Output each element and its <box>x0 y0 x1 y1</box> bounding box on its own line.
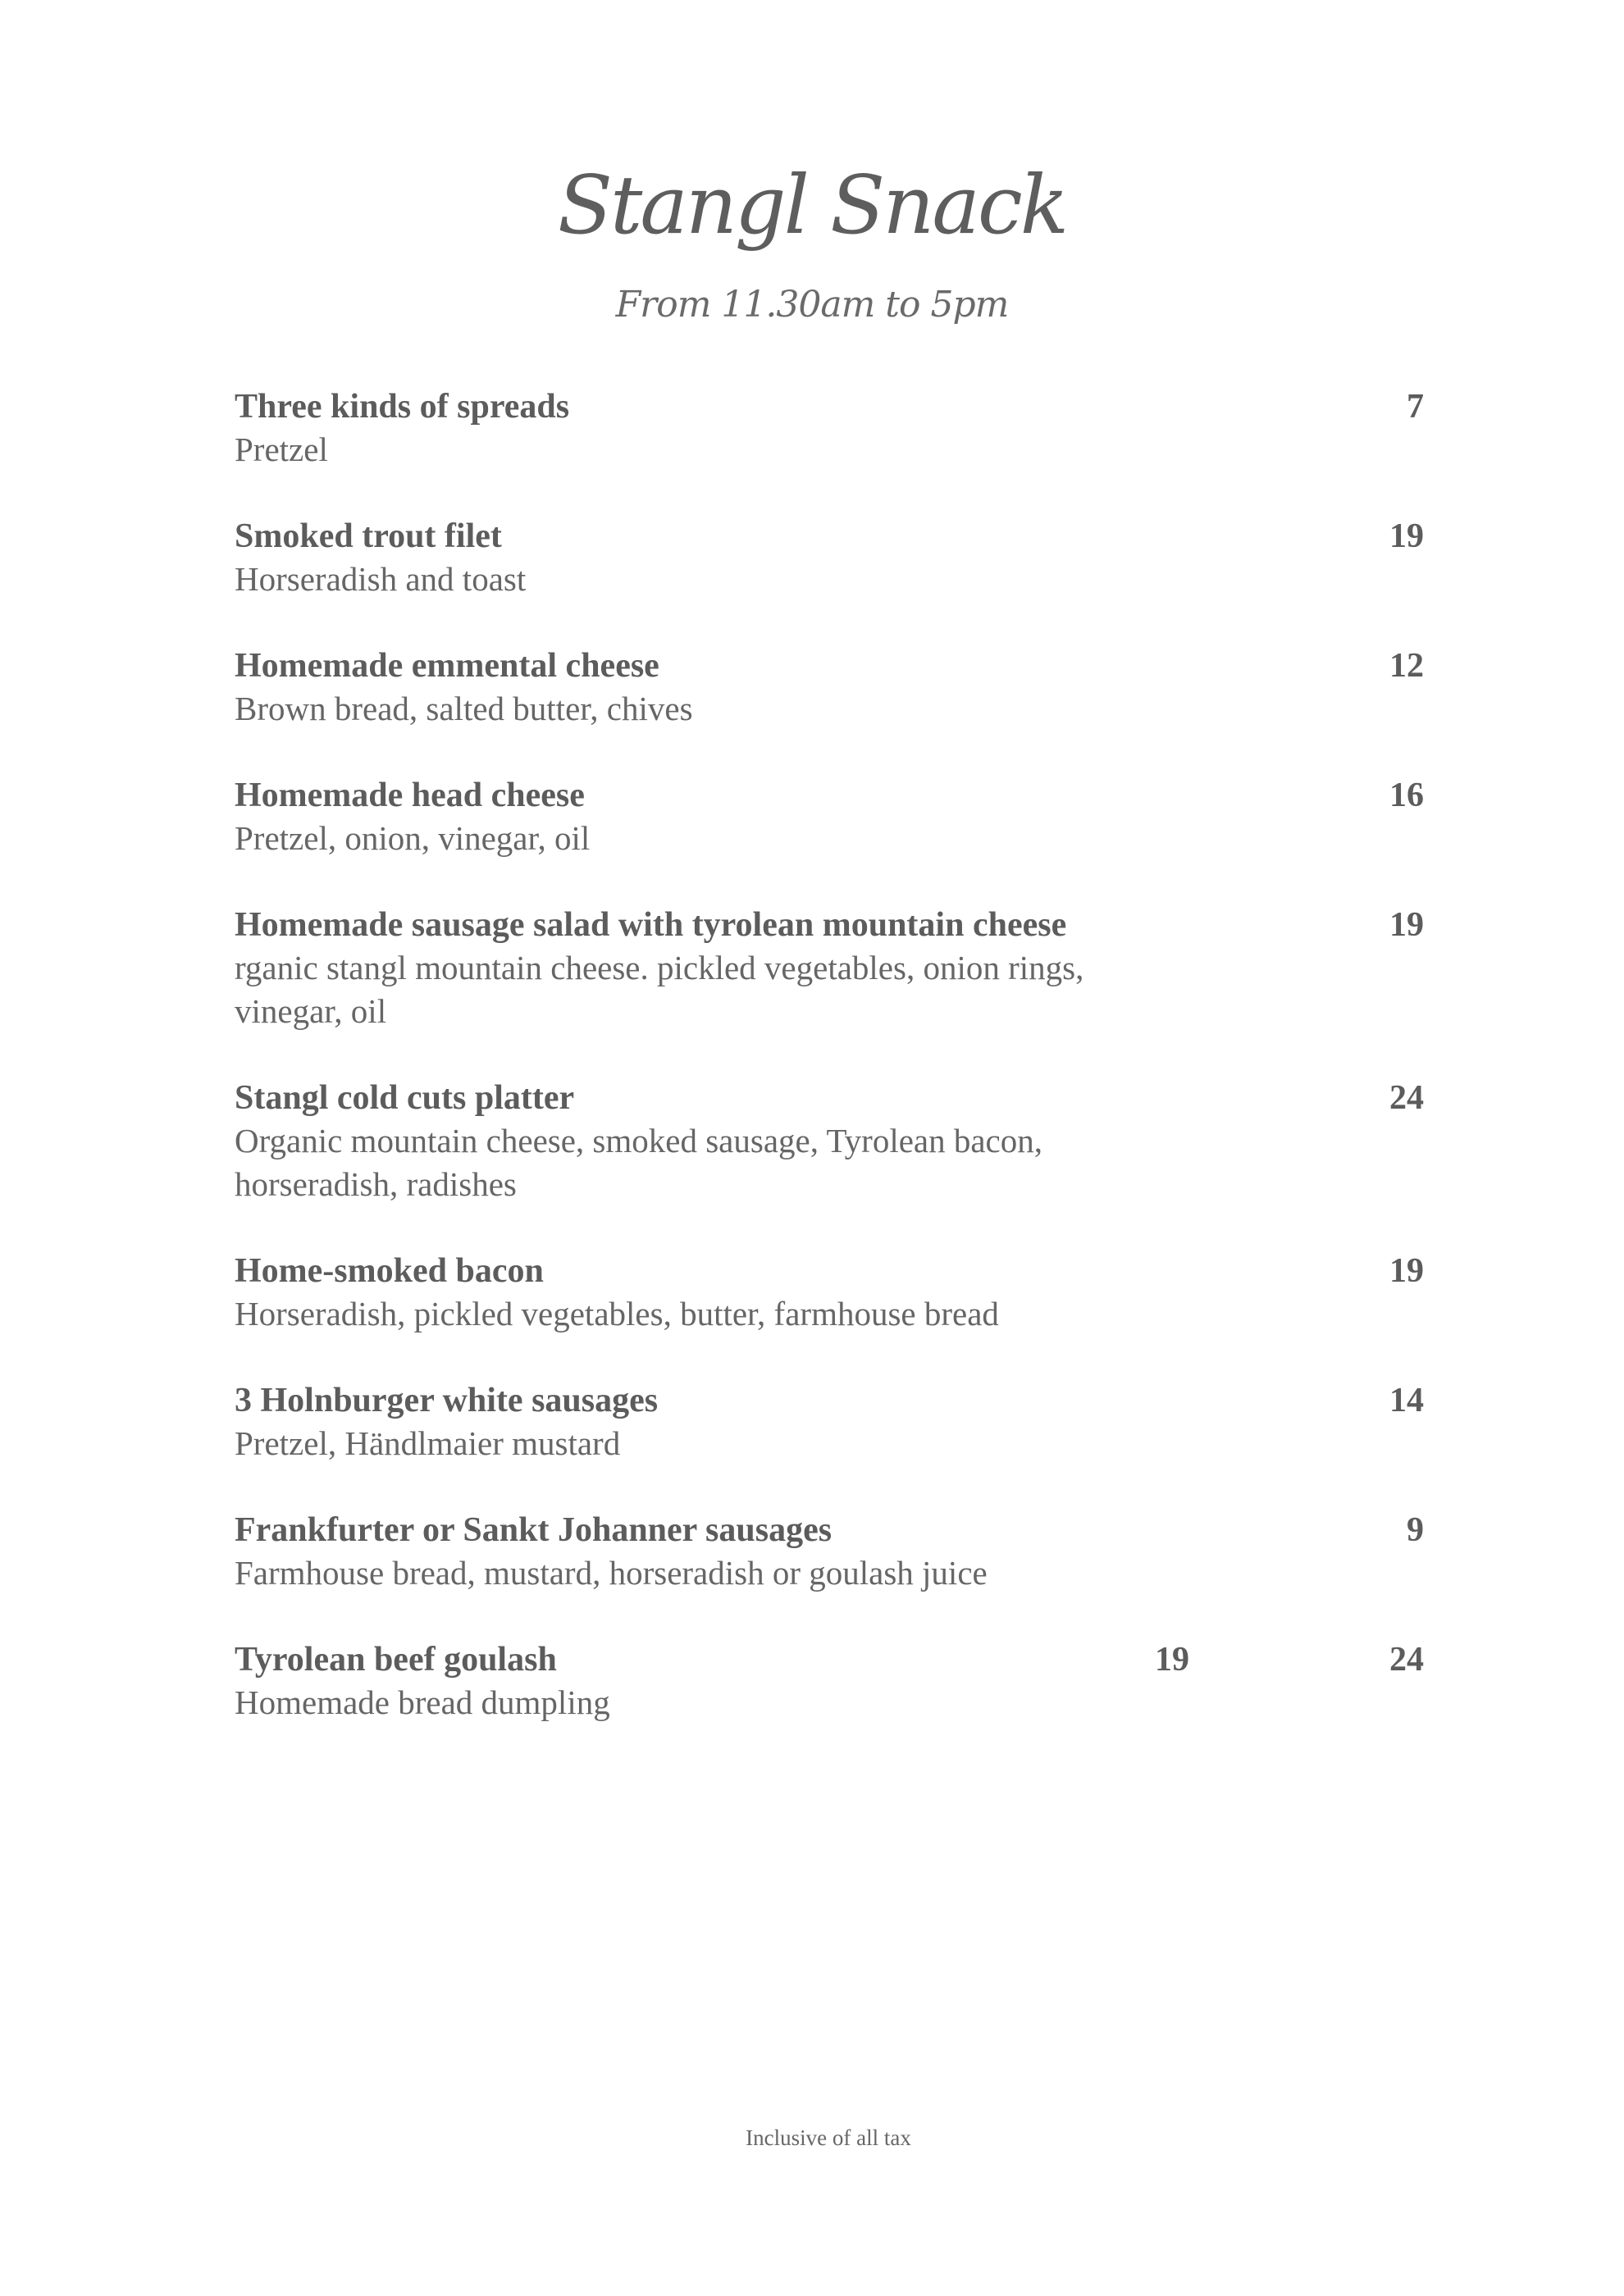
item-description: Homemade bread dumpling <box>235 1683 610 1721</box>
item-name: Homemade sausage salad with tyrolean mountain cheese <box>235 906 1067 944</box>
menu-item <box>235 1638 1424 1724</box>
item-name: Homemade head cheese <box>235 777 585 814</box>
item-name: Frankfurter or Sankt Johanner sausages <box>235 1511 833 1549</box>
item-price: 14 <box>1389 1382 1424 1419</box>
item-name: Smoked trout filet <box>235 517 502 555</box>
item-price: 19 <box>1389 1252 1424 1290</box>
menu-item <box>235 1379 1424 1465</box>
tax-note: Inclusive of all tax <box>746 2125 911 2150</box>
serving-hours: From 11.30am to 5pm <box>615 284 1009 326</box>
item-price: 16 <box>1389 777 1424 814</box>
item-price: 12 <box>1389 647 1424 685</box>
item-price-small: 19 <box>1155 1641 1189 1679</box>
item-description: Brown bread, salted butter, chives <box>235 690 693 727</box>
item-description: Organic mountain cheese, smoked sausage, Tyrolean bacon, horseradish, radishes <box>235 1122 1043 1203</box>
item-description: Horseradish and toast <box>235 560 527 598</box>
menu-item <box>235 904 1424 1033</box>
item-price: 19 <box>1389 517 1424 555</box>
item-description: Pretzel <box>235 430 328 468</box>
item-description: Horseradish, pickled vegetables, butter, farmhouse bread <box>235 1295 999 1332</box>
item-name: Stangl cold cuts platter <box>235 1079 575 1117</box>
item-price: 19 <box>1389 906 1424 944</box>
item-description: rganic stangl mountain cheese. pickled vegetables, onion rings, vinegar, oil <box>235 949 1084 1030</box>
item-price: 7 <box>1407 388 1424 426</box>
menu-item <box>235 1250 1424 1336</box>
item-name: Tyrolean beef goulash <box>235 1641 557 1679</box>
menu-item <box>235 645 1424 731</box>
menu-item <box>235 385 1424 472</box>
item-name: Home-smoked bacon <box>235 1252 544 1290</box>
item-description: Pretzel, Händlmaier mustard <box>235 1424 621 1462</box>
item-description: Farmhouse bread, mustard, horseradish or goulash juice <box>235 1554 988 1592</box>
menu-item <box>235 515 1424 601</box>
item-name: Homemade emmental cheese <box>235 647 659 685</box>
menu-list <box>235 385 1424 1768</box>
item-price: 9 <box>1407 1511 1424 1549</box>
item-description: Pretzel, onion, vinegar, oil <box>235 819 591 857</box>
menu-item <box>235 774 1424 860</box>
item-price: 24 <box>1389 1079 1424 1117</box>
menu-title: Stangl Snack <box>557 159 1067 253</box>
item-name: 3 Holnburger white sausages <box>235 1382 659 1419</box>
menu-item <box>235 1509 1424 1595</box>
item-price: 24 <box>1389 1641 1424 1679</box>
menu-item <box>235 1077 1424 1206</box>
item-name: Three kinds of spreads <box>235 388 570 426</box>
